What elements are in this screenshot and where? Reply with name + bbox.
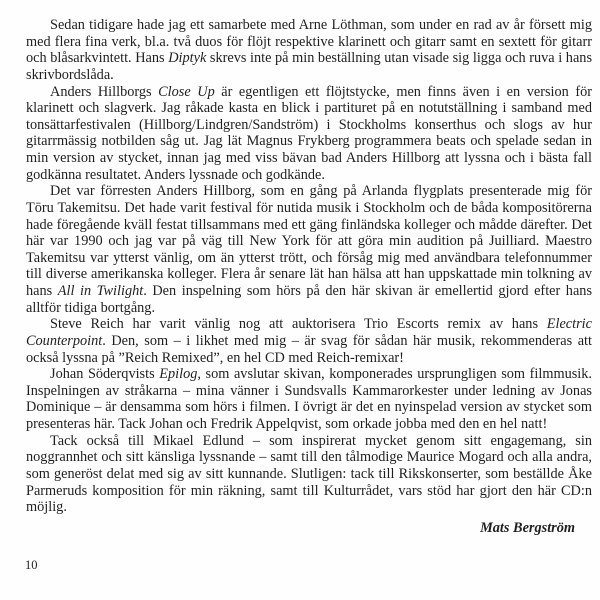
paragraph <box>26 84 592 184</box>
text-run: Det var förresten Anders Hillborg, som en gång på Arlanda flygplats presenterade mig för Tōru Takemitsu. Det hade varit festival för nutida musik i Stockholm och de båda kompositörerna hade föregående kväll festat tillsammans med ett gäng finländska kolleger och mådde därefter. Det här var 1990 och jag var på väg till New York för att göra min audition på Juilliard. Maestro Takemitsu var ytterst vänlig, om än ytterst trött, och försåg mig med användbara telefonnummer till diverse amerikanska kolleger. Flera år senare lät han hälsa att han uppskattade min tolkning av hans <box>26 183 592 299</box>
paragraph <box>26 433 592 516</box>
paragraph <box>26 183 592 316</box>
text-run: . Den, som – i likhet med mig – är svag för sådan här musik, rekommenderas att också lyssna på ”Reich Remixed”, en hel CD med Reich-remixar! <box>26 332 592 366</box>
page-number: 10 <box>25 558 38 572</box>
text-run: Steve Reich har varit vänlig nog att auktorisera Trio Escorts remix av hans <box>50 316 547 333</box>
work-title: Close Up <box>158 83 215 100</box>
text-run: , som avslutar skivan, komponerades ursprungligen som filmmusik. Inspelningen av stråkarna – mina vänner i Sundsvalls Kammarorkester under ledning av Jonas Dominique – är densamma som hörs i filmen. I övrigt är det en nyinspelad version av stycket som presenteras här. Tack Johan och Fredrik Appelqvist, som orkade jobba med den en hel natt! <box>26 366 592 432</box>
text-run: . Den inspelning som hörs på den här skivan är emellertid gjord efter hans alltför tidiga bortgång. <box>26 283 593 316</box>
signature: Mats Bergström <box>480 519 575 536</box>
paragraph <box>26 366 592 433</box>
text-run: Johan Söderqvists <box>50 366 160 383</box>
paragraph <box>26 17 592 84</box>
work-title: All in Twilight <box>57 283 144 299</box>
work-title: Electric Counterpoint <box>26 316 592 349</box>
text-run: Anders Hillborgs <box>50 83 159 100</box>
text-run: är egentligen ett flöjtstycke, men finns även i en version för klarinett och slagverk. Jag råkade kasta en blick i partituret på en notutställning i samband med tonsättarfestivalen (Hillborg/Lindgren/Sandström) i Stockholms konserthus och slogs av hur gitarrmässig notbilden såg ut. Jag lät Magnus Frykberg programmera beats och spelade sedan in min version av stycket, innan jag med viss bävan bad Anders Hillborg att lyssna och i bästa fall godkänna resultatet. Anders lyssnade och godkände. <box>26 83 592 183</box>
work-title: Epilog <box>159 366 198 383</box>
paragraph <box>26 316 592 366</box>
body-text <box>26 17 592 536</box>
text-run: Tack också till Mikael Edlund – som inspirerat mycket genom sitt engagemang, sin noggrannhet och sitt känsliga lyssnande – samt till den tålmodige Maurice Mogard och alla andra, som generöst delat med sig av sitt kunnande. Slutligen: tack till Rikskonserter, som beställde Åke Parmeruds komposition för min räkning, samt till Kulturrådet, vars stöd har gjort den här CD:n möjlig. <box>26 432 592 516</box>
text-run: Sedan tidigare hade jag ett samarbete med Arne Löthman, som under en rad av år försett mig med flera fina verk, bl.a. två duos för flöjt respektive klarinett och gitarr samt en sextett för gitarr och blåsarkvintett. Hans <box>26 17 592 67</box>
paragraphs-container <box>26 17 592 516</box>
work-title: Diptyk <box>168 50 207 67</box>
text-run: skrevs inte på min beställning utan visade sig ligga och ruva i hans skrivbordslåda. <box>26 50 593 83</box>
